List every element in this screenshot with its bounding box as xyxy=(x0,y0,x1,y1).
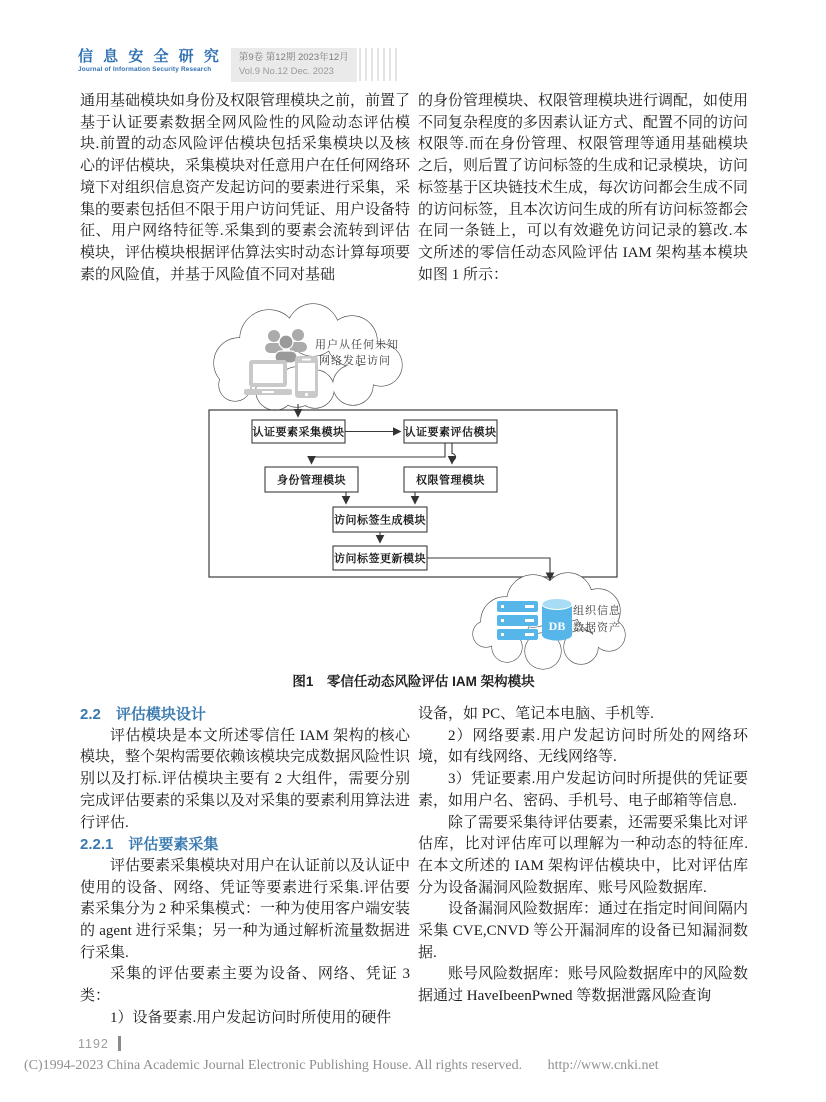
database-icon xyxy=(542,599,572,641)
paragraph: 采集的评估要素主要为设备、网络、凭证 3 类： xyxy=(80,966,410,1005)
figure-1-diagram xyxy=(185,303,645,673)
section-heading-2-2: 2.2 评估模块设计 xyxy=(80,706,206,723)
user-cloud-label-line1: 用户从任何未知 xyxy=(315,339,399,351)
paragraph: 设备漏洞风险数据库：通过在指定时间间隔内采集 CVE,CNVD 等公开漏洞库的设备已知漏洞数据. xyxy=(418,901,749,961)
flow-box-identity xyxy=(265,467,358,492)
paragraph: 账号风险数据库：账号风险数据库中的风险数据通过 HaveIbeenPwned 等数据泄露风险查询 xyxy=(418,966,749,1005)
flow-box-collect xyxy=(252,420,345,443)
page-number-block xyxy=(78,1036,121,1051)
column-right-bottom xyxy=(418,704,748,1008)
paragraph: 3）凭证要素.用户发起访问时所提供的凭证要素，如用户名、密码、手机号、电子邮箱等信息. xyxy=(418,771,748,809)
server-stack-icon xyxy=(497,601,538,640)
flow-box-collect-label: 认证要素采集模块 xyxy=(252,426,345,439)
copyright-line xyxy=(24,1058,814,1074)
database-icon-label: DB xyxy=(548,619,566,633)
flow-box-tag-generate xyxy=(333,507,427,532)
paragraph: 设备，如 PC、笔记本电脑、手机等. xyxy=(418,706,654,722)
flow-box-tag-generate-label: 访问标签生成模块 xyxy=(334,514,426,527)
laptop-icon xyxy=(244,360,292,395)
flow-box-tag-update xyxy=(333,546,427,570)
journal-title-en: Journal of Information Security Research xyxy=(78,66,212,74)
flow-box-identity-label: 身份管理模块 xyxy=(277,474,346,487)
barcode-decoration xyxy=(359,48,399,81)
cnki-url: http://www.cnki.net xyxy=(547,1058,659,1073)
arrow-evaluate-to-permission xyxy=(452,443,456,464)
asset-cloud xyxy=(473,573,625,669)
paragraph: 2）网络要素.用户发起访问时所处的网络环境，如有线网络、无线网络等. xyxy=(418,727,748,766)
paragraph: 评估模块是本文所述零信任 IAM 架构的核心模块，整个架构需要依赖该模块完成数据风险性识别以及打标.评估模块主要有 2 大组件，需要分别完成评估要素的采集以及对采集的要素利用算法进行评估. xyxy=(80,727,411,831)
user-cloud xyxy=(214,304,402,410)
column-left-bottom xyxy=(80,704,410,1030)
copyright-text: (C)1994-2023 China Academic Journal Electronic Publishing House. All rights reserved. xyxy=(24,1058,523,1073)
journal-header xyxy=(78,48,399,82)
arrow-evaluate-to-identity xyxy=(312,443,446,464)
column-right-top xyxy=(418,91,748,286)
asset-cloud-label-line2: 数据资产 xyxy=(573,622,621,634)
issue-line-en: Vol.9 No.12 Dec. 2023 xyxy=(238,65,334,77)
issue-info-box xyxy=(231,48,357,82)
paragraph: 除了需要采集待评估要素，还需要采集比对评估库，比对评估库可以理解为一种动态的特征库.在本文所述的 IAM 架构评估模块中，比对评估库分为设备漏洞风险数据库、账号风险数据库. xyxy=(418,814,749,896)
issue-line-cn: 第9卷 第12期 2023年12月 xyxy=(238,52,349,63)
user-cloud-label-line2: 网络发起访问 xyxy=(319,355,391,367)
flow-box-permission xyxy=(404,467,497,492)
paragraph: 评估要素采集模块对用户在认证前以及认证中使用的设备、网络、凭证等要素进行采集.评估要素采集分为 2 种采集模式：一种为使用客户端安装的 agent 进行采集；另一种为通过解析流量数据进行采集. xyxy=(80,857,411,961)
section-heading-2-2-1: 2.2.1 评估要素采集 xyxy=(80,836,219,854)
flow-box-tag-update-label: 访问标签更新模块 xyxy=(334,553,426,565)
journal-title-cn: 信 息 安 全 研 究 xyxy=(78,48,222,65)
page-number-divider xyxy=(118,1036,121,1051)
flow-box-evaluate-label: 认证要素评估模块 xyxy=(404,426,497,439)
flowchart-svg xyxy=(185,303,645,673)
figure-caption: 图1 零信任动态风险评估 IAM 架构模块 xyxy=(292,674,535,689)
column-left-top xyxy=(80,91,410,286)
smartphone-icon xyxy=(295,356,318,398)
paragraph: 通用基础模块如身份及权限管理模块之前，前置了基于认证要素数据全网风险性的风险动态评估模块.前置的动态风险评估模块包括采集模块以及核心的评估模块，采集模块对任意用户在任何网络环境下对组织信息资产发起访问的要素进行采集，采集的要素包括但不限于用户访问凭证、用户设备特征、用户网络特征等.采集到的要素会流转到评估模块，评估模块根据评估算法实时动态计算每项要素的风险值，并基于风险值不同对基础 xyxy=(80,93,411,283)
flow-box-evaluate xyxy=(404,420,497,443)
asset-cloud-label-line1: 组织信息 xyxy=(573,605,621,617)
paragraph: 1）设备要素.用户发起访问时所使用的硬件 xyxy=(110,1009,392,1026)
paragraph: 的身份管理模块、权限管理模块进行调配，如使用不同复杂程度的多因素认证方式、配置不同的访问权限等.而在身份管理、权限管理等通用基础模块之后，则后置了访问标签的生成和记录模块，访问标签基于区块链技术生成，每次访问都会生成不同的访问标签，且本次访问生成的所有访问标签都会在同一条链上，可以有效避免访问记录的篡改.本文所述的零信任动态风险评估 IAM 架构基本模块如图 1 所示： xyxy=(418,93,749,283)
flow-box-permission-label: 权限管理模块 xyxy=(416,474,485,487)
journal-logo xyxy=(78,48,222,73)
page-number: 1192 xyxy=(78,1036,109,1051)
